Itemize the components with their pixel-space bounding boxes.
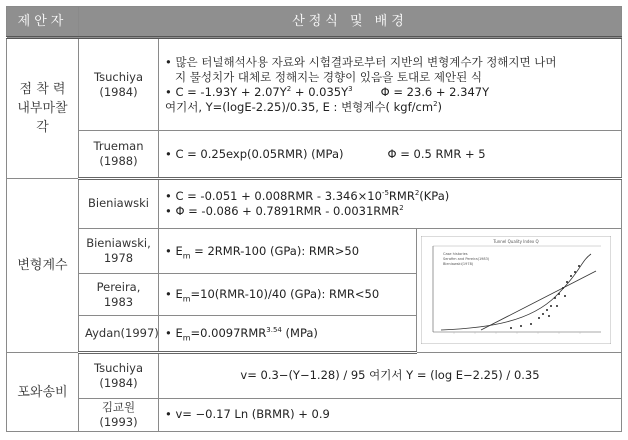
trueman-cohesion: • C = 0.25exp(0.05RMR) (MPa) [165, 146, 344, 161]
formula-tsuchiya-poisson: v= 0.3−(Y−1.28) / 95 여기서 Y = (log E−2.25) / 0.35 [159, 353, 622, 399]
formula-tsuchiya-cohesion [159, 38, 622, 131]
formula-kim: • v= −0.17 Ln (BRMR) + 0.9 [159, 398, 622, 431]
formula-bieniawski: • $C = -0.051 + 0.008RMR - 3.346\times 10^{-5}RMR^2(KPa)$ • Φ = -0.086 + 0.7891RMR - 0.0031RMR$^2$ [159, 179, 622, 229]
modulus-chart [421, 236, 611, 344]
formula-trueman [159, 131, 622, 179]
author-trueman-1988: Trueman (1988) [79, 131, 159, 179]
author-bieniawski-1978: Bieniawski, 1978 [79, 228, 159, 274]
cohesion-equation: • $C = -1.93Y + 2.07Y^2 + 0.035Y^3$ Φ = 23.6 + 2.347Y [165, 84, 490, 99]
author-tsuchiya-1984-poisson: Tsuchiya (1984) [79, 353, 159, 399]
variable-definition: 여기서, Y=(logE-2.25)/0.35, E : 변형계수( kgf/$cm^2$) [165, 99, 443, 114]
author-bieniawski: Bieniawski [79, 179, 159, 229]
header-formula: 산정식 및 배경 [79, 7, 622, 38]
author-tsuchiya-1984: Tsuchiya (1984) [79, 38, 159, 131]
formula-pereira: • $E_m=10(RMR-10)/40$ (GPa): RMR<50 [159, 274, 417, 315]
note-line-1: • 많은 터널해석사용 자료와 시험결과로부터 지반의 변형계수가 정해지면 나머 [165, 54, 557, 69]
author-pereira-1983: Pereira, 1983 [79, 274, 159, 315]
legend-bieniawski: Bieniawski(1978) [443, 262, 474, 267]
author-kim-1993: 김교원(1993) [79, 398, 159, 431]
group-poisson: 포와송비 [7, 353, 79, 432]
formula-aydan: • $E_m=0.0097RMR^{3.54}$ (MPa) [159, 315, 417, 352]
modulus-graph [417, 228, 622, 352]
group-modulus: 변형계수 [7, 179, 79, 353]
graph-title: Tunnel Quality Index Q [493, 239, 539, 245]
legend-case: Case histories [443, 252, 468, 257]
header-proposer: 제안자 [7, 7, 79, 38]
group-cohesion-friction: 점 착 력 내부마찰각 [7, 38, 79, 179]
formula-bieniawski-1978: • $E_m = 2RMR-100$ (GPa): RMR>50 [159, 228, 417, 274]
author-aydan-1997: Aydan(1997) [79, 315, 159, 352]
trueman-friction: Φ = 0.5 RMR + 5 [387, 146, 486, 161]
rock-property-table [6, 6, 621, 432]
note-line-2: 지 물성치가 대체로 정해지는 경향이 있음을 토대로 제안된 식 [175, 69, 482, 84]
legend-serafim: Serafim and Pereira(1983) [443, 257, 490, 262]
